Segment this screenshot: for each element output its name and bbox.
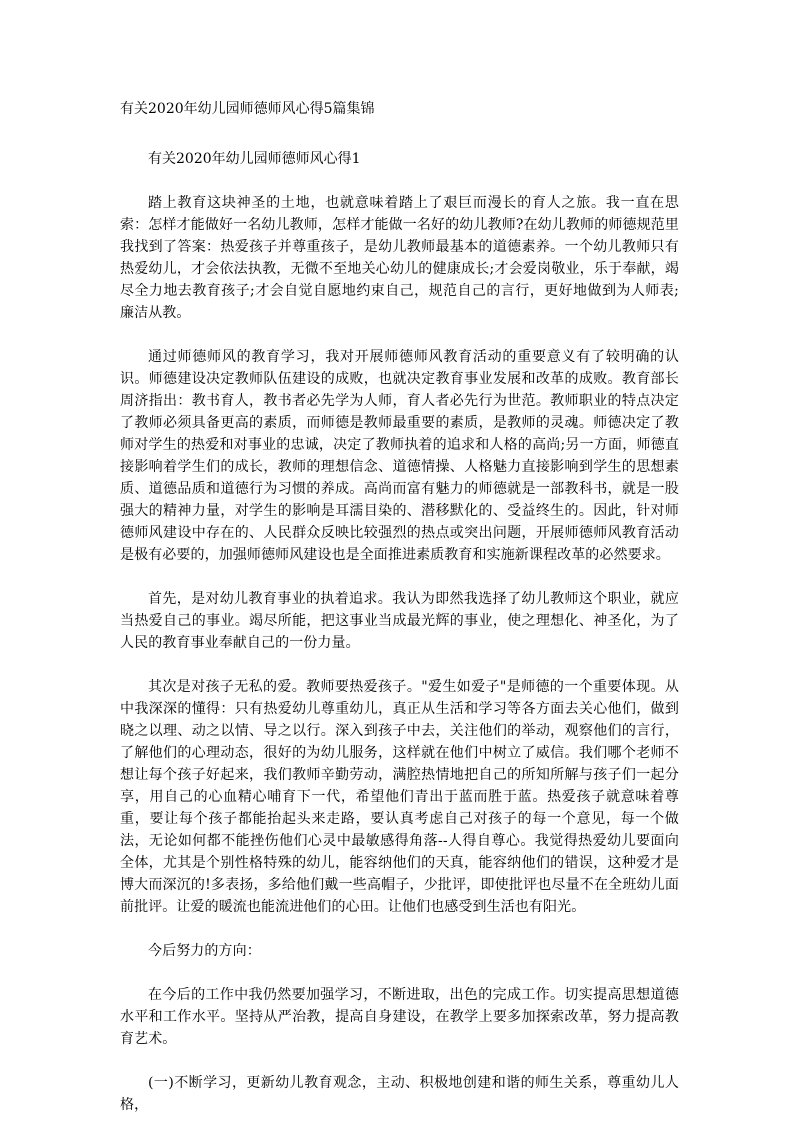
document-title: 有关2020年幼儿园师德师风心得5篇集锦: [120, 101, 375, 117]
section-title: 有关2020年幼儿园师德师风心得1: [148, 151, 361, 167]
paragraph-1: 踏上教育这块神圣的土地，也就意味着踏上了艰巨而漫长的育人之旅。我一直在思索：怎样才能做好一名幼儿教师，怎样才能做一名好的幼儿教师?在幼儿教师的师德规范里我找到了答案：热爱孩子并尊重孩子，是幼儿教师最基本的道德素养。一个幼儿教师只有热爱幼儿，才会依法执教，无微不至地关心幼儿的健康成长;才会爱岗敬业，乐于奉献，竭尽全力地去教育孩子;才会自觉自愿地约束自己，规范自己的言行，更好地做到为人师表;廉洁从教。: [120, 195, 679, 321]
paragraph-7: (一)不断学习，更新幼儿教育观念，主动、积极地创建和谐的师生关系，尊重幼儿人格，: [120, 1075, 679, 1113]
paragraph-5: 今后努力的方向：: [148, 943, 261, 959]
paragraph-3: 首先，是对幼儿教育事业的执着追求。我认为即然我选择了幼儿教师这个职业，就应当热爱自己的事业。竭尽所能，把这事业当成最光辉的事业，使之理想化、神圣化，为了人民的教育事业奉献自己的一份力量。: [120, 591, 679, 651]
paragraph-6: 在今后的工作中我仍然要加强学习，不断进取，出色的完成工作。切实提高思想道德水平和工作水平。坚持从严治教，提高自身建设，在教学上要多加探索改革，努力提高教育艺术。: [120, 987, 679, 1047]
paragraph-4: 其次是对孩子无私的爱。教师要热爱孩子。"爱生如爱子"是师德的一个重要体现。从中我深深的懂得：只有热爱幼儿尊重幼儿，真正从生活和学习等各方面去关心他们，做到晓之以理、动之以情、导之以行。深入到孩子中去，关注他们的举动，观察他们的言行，了解他们的心理动态，很好的为幼儿服务，这样就在他们中树立了威信。我们哪个老师不想让每个孩子好起来，我们教师辛勤劳动，满腔热情地把自己的所知所解与孩子们一起分享，用自己的心血精心哺育下一代，希望他们青出于蓝而胜于蓝。热爱孩子就意味着尊重，要让每个孩子都能抬起头来走路，要认真考虑自己对孩子的每一个意见，每一个做法，无论如何都不能挫伤他们心灵中最敏感得角落--人得自尊心。我觉得热爱幼儿要面向全体，尤其是个别性格特殊的幼儿，能容纳他们的天真，能容纳他们的错误，这种爱才是博大而深沉的!多表扬，多给他们戴一些高帽子，少批评，即使批评也尽量不在全班幼儿面前批评。让爱的暖流也能流进他们的心田。让他们也感受到生活也有阳光。: [120, 679, 679, 915]
paragraph-2: 通过师德师风的教育学习，我对开展师德师风教育活动的重要意义有了较明确的认识。师德建设决定教师队伍建设的成败，也就决定教育事业发展和改革的成败。教育部长周济指出：教书育人，教书者必先学为人师，育人者必先行为世范。教师职业的特点决定了教师必须具备更高的素质，而师德是教师最重要的素质，是教师的灵魂。师德决定了教师对学生的热爱和对事业的忠诚，决定了教师执着的追求和人格的高尚;另一方面，师德直接影响着学生们的成长，教师的理想信念、道德情操、人格魅力直接影响到学生的思想素质、道德品质和道德行为习惯的养成。高尚而富有魅力的师德就是一部教科书，就是一股强大的精神力量，对学生的影响是耳濡目染的、潜移默化的、受益终生的。因此，针对师德师风建设中存在的、人民群众反映比较强烈的热点或突出问题，开展师德师风教育活动是极有必要的，加强师德师风建设也是全面推进素质教育和实施新课程改革的必然要求。: [120, 349, 679, 563]
